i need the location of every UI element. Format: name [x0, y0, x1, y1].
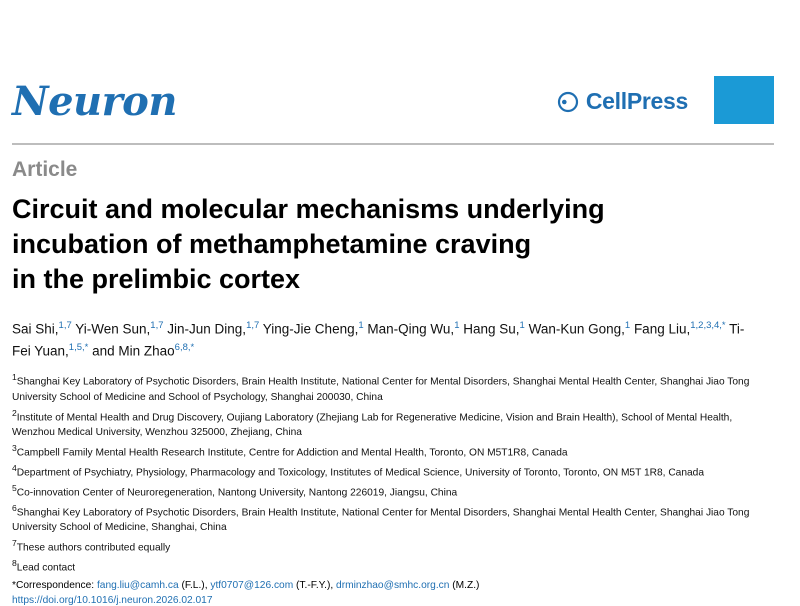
- correspondence-email-link[interactable]: drminzhao@smhc.org.cn: [336, 579, 450, 591]
- affiliation-number: 8: [12, 557, 17, 568]
- affiliation-item: $^6$Shanghai Key Laboratory of Psychotic Disorders, Brain Health Institute, National Center for Mental Disorders, Shanghai Mental Health Center, Shanghai Jiao Tong University School of Medicine, Shanghai, China: [12, 502, 750, 534]
- affiliation-number: 3: [12, 442, 17, 453]
- page-title: [12, 192, 652, 297]
- journal-title: Neuron: [12, 78, 177, 125]
- cellpress-logo: [557, 88, 688, 115]
- affiliation-list: [12, 371, 752, 576]
- cellpress-logo-icon: [557, 91, 579, 113]
- affiliation-number: 5: [12, 482, 17, 493]
- correspondence-initials: (T.-F.Y.),: [293, 579, 337, 591]
- doi-link[interactable]: https://doi.org/10.1016/j.neuron.2026.02.017: [12, 595, 213, 606]
- affiliation-item: $^1$Shanghai Key Laboratory of Psychotic Disorders, Brain Health Institute, National Center for Mental Disorders, Shanghai Mental Health Center, Shanghai Jiao Tong University School of Medicine and School of Psychology, Shanghai 200030, China: [12, 372, 750, 404]
- correspondence-initials: (F.L.),: [178, 579, 211, 591]
- affiliation-item: $^8$Lead contact: [12, 557, 76, 574]
- title-line-3: in the prelimbic cortex: [12, 264, 301, 295]
- affiliation-number: 1: [12, 372, 17, 383]
- brand-color-block: [714, 76, 774, 124]
- doi-line: [12, 595, 774, 606]
- correspondence-initials: (M.Z.): [449, 579, 480, 591]
- affiliation-number: 2: [12, 407, 17, 418]
- correspondence-email-link[interactable]: fang.liu@camh.ca: [96, 579, 179, 591]
- correspondence-email-link[interactable]: ytf0707@126.com: [210, 579, 294, 591]
- affiliation-item: $^5$Co-innovation Center of Neuroregeneration, Nantong University, Nantong 226019, Jiangsu, China: [12, 482, 458, 499]
- article-type-label: Article: [12, 158, 78, 181]
- affiliation-item: $^2$Institute of Mental Health and Drug Discovery, Oujiang Laboratory (Zhejiang Lab for Regenerative Medicine, Vision and Brain Health), School of Mental Health, Wenzhou Medical University, Wenzhou 325000, Zhejiang, China: [12, 407, 733, 439]
- correspondence-label: *Correspondence:: [12, 579, 97, 591]
- affiliation-item: $^3$Campbell Family Mental Health Research Institute, Centre for Addiction and Mental Health, Toronto, ON M5T1R8, Canada: [12, 442, 568, 459]
- masthead-divider: [12, 143, 774, 145]
- article-header: [12, 158, 774, 606]
- title-line-2: incubation of methamphetamine craving: [12, 229, 532, 260]
- title-line-1: Circuit and molecular mechanisms underlying: [12, 194, 605, 224]
- affiliation-item: $^7$These authors contributed equally: [12, 537, 171, 554]
- affiliation-number: 4: [12, 462, 17, 473]
- author-list: Sai Shi,$^{1,7}$ Yi-Wen Sun,$^{1,7}$ Jin-Jun Ding,$^{1,7}$ Ying-Jie Cheng,$^1$ Man-Qing Wu,$^1$ Hang Su,$^1$ Wan-Kun Gong,$^1$ Fang Liu,$^{1,2,3,4,*}$ Ti-Fei Yuan,$^{1,5,*}$ and Min Zhao$^{6,8,*}$: [12, 320, 745, 359]
- affiliation-number: 6: [12, 502, 17, 513]
- correspondence-line: [12, 578, 774, 593]
- cellpress-label: CellPress: [585, 88, 688, 114]
- affiliation-item: $^4$Department of Psychiatry, Physiology, Pharmacology and Toxicology, Institutes of Medical Science, University of Toronto, Toronto, ON M5T 1R8, Canada: [12, 462, 705, 479]
- affiliation-number: 7: [12, 537, 17, 548]
